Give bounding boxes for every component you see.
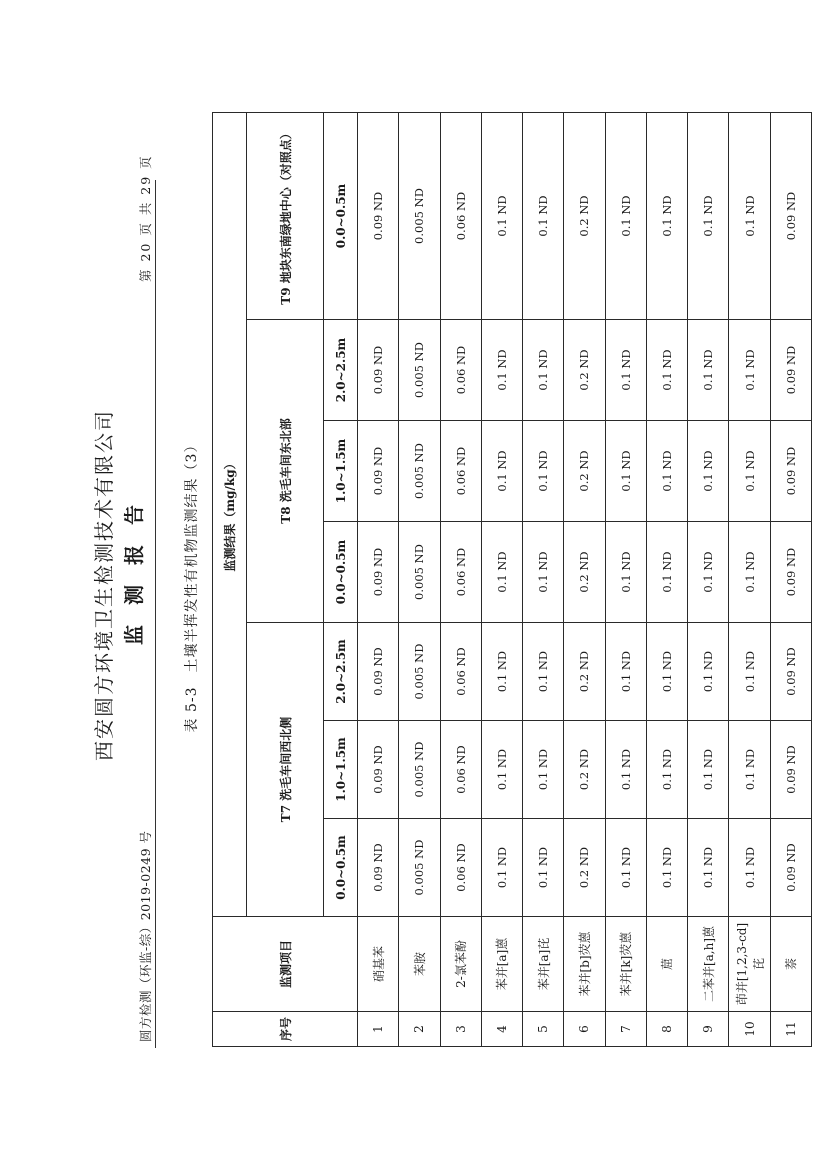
result-cell: 0.2 ND — [564, 522, 605, 623]
result-cell: 0.1 ND — [605, 623, 646, 721]
result-cell: 0.005 ND — [399, 522, 440, 623]
table-row — [605, 112, 646, 1046]
row-item: 苯并[a]蒽 — [481, 917, 522, 1012]
depth-header: 2.0~2.5m — [324, 623, 358, 721]
result-cell: 0.1 ND — [646, 819, 687, 917]
row-number: 11 — [770, 1012, 811, 1047]
result-cell: 0.06 ND — [440, 623, 481, 721]
result-cell: 0.1 ND — [481, 623, 522, 721]
table-row — [770, 112, 811, 1046]
col-results-header: 监测结果（mg/kg） — [213, 112, 247, 916]
row-item: 硝基苯 — [358, 917, 399, 1012]
result-cell: 0.1 ND — [481, 819, 522, 917]
depth-header: 0.0~0.5m — [324, 819, 358, 917]
result-cell: 0.1 ND — [605, 522, 646, 623]
header-rule — [155, 180, 156, 1048]
table-row — [564, 112, 605, 1046]
group-header: T8 洗毛车间东北部 — [247, 320, 324, 623]
result-cell: 0.1 ND — [481, 522, 522, 623]
result-cell: 0.2 ND — [564, 721, 605, 819]
result-cell: 0.1 ND — [646, 112, 687, 319]
result-cell: 0.09 ND — [358, 819, 399, 917]
result-cell: 0.1 ND — [605, 721, 646, 819]
result-cell: 0.1 ND — [605, 320, 646, 421]
row-item: 苯并[b]荧蒽 — [564, 917, 605, 1012]
depth-header: 0.0~0.5m — [324, 522, 358, 623]
col-seq-header: 序号 — [213, 1012, 358, 1047]
result-cell: 0.1 ND — [523, 623, 564, 721]
result-cell: 0.2 ND — [564, 320, 605, 421]
table-row — [399, 112, 440, 1046]
result-cell: 0.1 ND — [646, 522, 687, 623]
result-cell: 0.1 ND — [481, 320, 522, 421]
table-caption — [181, 0, 201, 1170]
result-cell: 0.005 ND — [399, 623, 440, 721]
result-cell: 0.1 ND — [523, 522, 564, 623]
result-cell: 0.09 ND — [358, 623, 399, 721]
group-header: T7 洗毛车间西北侧 — [247, 623, 324, 917]
depth-header: 1.0~1.5m — [324, 421, 358, 522]
row-number: 2 — [399, 1012, 440, 1047]
page-info: 第 20 页 共 29 页 — [138, 154, 153, 282]
result-cell: 0.1 ND — [729, 320, 770, 421]
row-item: 䓛 — [646, 917, 687, 1012]
table-row — [440, 112, 481, 1046]
result-cell: 0.06 ND — [440, 721, 481, 819]
result-cell: 0.1 ND — [523, 721, 564, 819]
row-item: 茚并[1,2,3-cd]芘 — [729, 917, 770, 1012]
result-cell: 0.1 ND — [646, 320, 687, 421]
result-cell: 0.1 ND — [729, 522, 770, 623]
row-number: 6 — [564, 1012, 605, 1047]
result-cell: 0.1 ND — [605, 819, 646, 917]
result-cell: 0.09 ND — [770, 819, 811, 917]
result-cell: 0.1 ND — [605, 112, 646, 319]
result-cell: 0.1 ND — [481, 421, 522, 522]
result-cell: 0.09 ND — [358, 522, 399, 623]
result-cell: 0.09 ND — [358, 421, 399, 522]
result-cell: 0.1 ND — [729, 819, 770, 917]
result-cell: 0.1 ND — [523, 819, 564, 917]
result-cell: 0.1 ND — [688, 421, 729, 522]
company-name: 西安圆方环境卫生检测技术有限公司 — [92, 409, 116, 761]
result-cell: 0.005 ND — [399, 819, 440, 917]
row-number: 9 — [688, 1012, 729, 1047]
result-cell: 0.09 ND — [770, 522, 811, 623]
result-cell: 0.1 ND — [729, 721, 770, 819]
result-cell: 0.1 ND — [523, 421, 564, 522]
row-item: 2-氯苯酚 — [440, 917, 481, 1012]
result-cell: 0.1 ND — [729, 112, 770, 319]
row-item: 苯胺 — [399, 917, 440, 1012]
result-cell: 0.1 ND — [688, 721, 729, 819]
depth-header: 0.0~0.5m — [324, 112, 358, 319]
row-number: 3 — [440, 1012, 481, 1047]
table-caption-text: 土壤半挥发性有机物监测结果（3） — [184, 437, 200, 673]
row-number: 5 — [523, 1012, 564, 1047]
depth-header: 2.0~2.5m — [324, 320, 358, 421]
table-row — [481, 112, 522, 1046]
result-cell: 0.1 ND — [523, 320, 564, 421]
row-item: 萘 — [770, 917, 811, 1012]
results-table — [212, 112, 812, 1047]
result-cell: 0.09 ND — [358, 320, 399, 421]
table-row — [646, 112, 687, 1046]
result-cell: 0.09 ND — [770, 320, 811, 421]
row-item: 苯并[k]荧蒽 — [605, 917, 646, 1012]
result-cell: 0.1 ND — [646, 623, 687, 721]
result-cell: 0.2 ND — [564, 819, 605, 917]
row-number: 7 — [605, 1012, 646, 1047]
table-row — [358, 112, 399, 1046]
result-cell: 0.1 ND — [481, 112, 522, 319]
row-number: 4 — [481, 1012, 522, 1047]
result-cell: 0.005 ND — [399, 721, 440, 819]
result-cell: 0.1 ND — [646, 721, 687, 819]
table-row — [729, 112, 770, 1046]
result-cell: 0.09 ND — [770, 623, 811, 721]
result-cell: 0.005 ND — [399, 320, 440, 421]
table-row — [523, 112, 564, 1046]
row-item: 二苯并[a,h]蒽 — [688, 917, 729, 1012]
result-cell: 0.005 ND — [399, 112, 440, 319]
result-cell: 0.1 ND — [688, 320, 729, 421]
row-number: 1 — [358, 1012, 399, 1047]
result-cell: 0.2 ND — [564, 421, 605, 522]
col-item-header: 监测项目 — [213, 917, 358, 1012]
row-item: 苯并[a]芘 — [523, 917, 564, 1012]
result-cell: 0.2 ND — [564, 112, 605, 319]
result-cell: 0.09 ND — [358, 112, 399, 319]
depth-header: 1.0~1.5m — [324, 721, 358, 819]
result-cell: 0.1 ND — [605, 421, 646, 522]
result-cell: 0.09 ND — [358, 721, 399, 819]
row-number: 10 — [729, 1012, 770, 1047]
result-cell: 0.2 ND — [564, 623, 605, 721]
result-cell: 0.06 ND — [440, 819, 481, 917]
result-cell: 0.1 ND — [646, 421, 687, 522]
result-cell: 0.1 ND — [688, 522, 729, 623]
result-cell: 0.1 ND — [688, 112, 729, 319]
result-cell: 0.09 ND — [770, 112, 811, 319]
result-cell: 0.06 ND — [440, 112, 481, 319]
result-cell: 0.09 ND — [770, 421, 811, 522]
result-cell: 0.1 ND — [688, 623, 729, 721]
group-header: T9 地块东南绿地中心（对照点） — [247, 112, 324, 319]
row-number: 8 — [646, 1012, 687, 1047]
report-number: 圆方检测（环监-综）2019-0249 号 — [138, 830, 153, 1042]
result-cell: 0.1 ND — [729, 421, 770, 522]
result-cell: 0.1 ND — [523, 112, 564, 319]
result-cell: 0.1 ND — [729, 623, 770, 721]
table-caption-number: 表 5-3 — [184, 686, 200, 733]
result-cell: 0.09 ND — [770, 721, 811, 819]
table-row — [688, 112, 729, 1046]
result-cell: 0.1 ND — [688, 819, 729, 917]
report-title: 监测报告 — [122, 485, 146, 645]
result-cell: 0.06 ND — [440, 522, 481, 623]
result-cell: 0.1 ND — [481, 721, 522, 819]
result-cell: 0.005 ND — [399, 421, 440, 522]
result-cell: 0.06 ND — [440, 320, 481, 421]
result-cell: 0.06 ND — [440, 421, 481, 522]
